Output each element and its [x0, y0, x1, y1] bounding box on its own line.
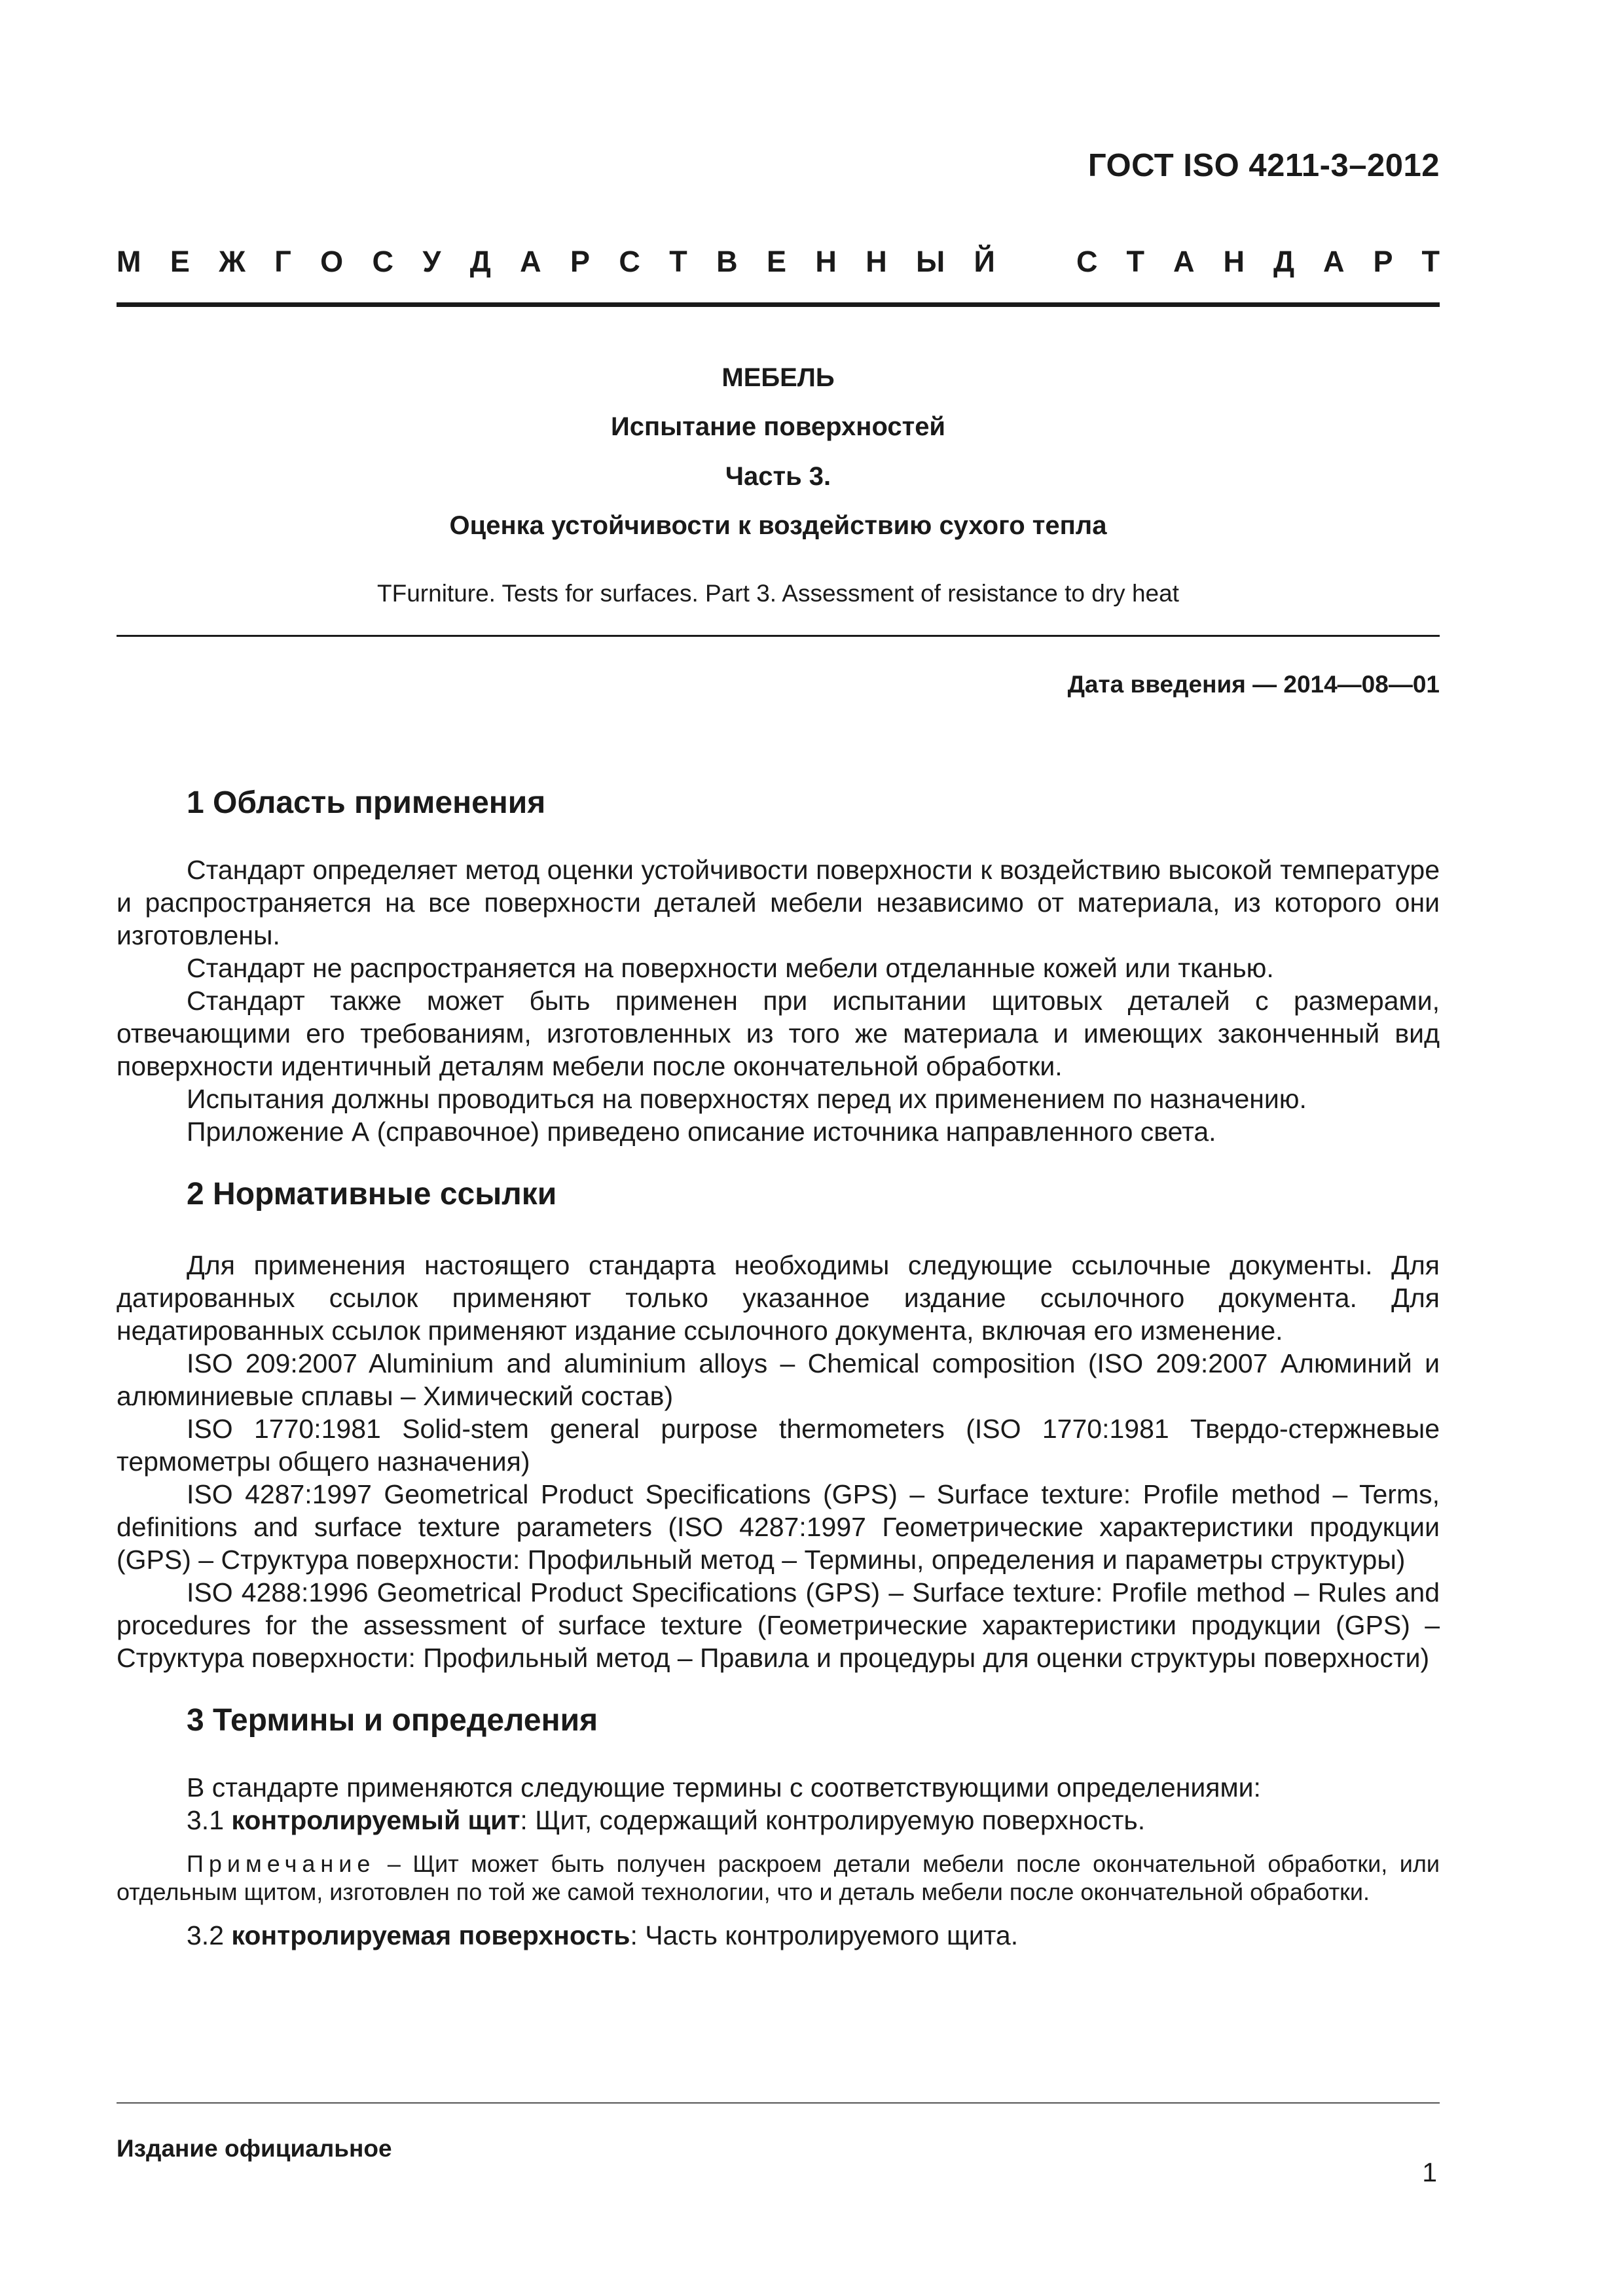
- banner-letter: Е: [766, 245, 786, 278]
- banner-letter: Т: [1126, 245, 1144, 278]
- banner-letter: Н: [815, 245, 837, 278]
- banner-letter: У: [422, 245, 441, 278]
- banner-word-standard: [1076, 245, 1440, 279]
- reference-iso-4287: ISO 4287:1997 Geometrical Product Specifications (GPS) – Surface texture: Profile method – Terms, definitions and surface texture parameters (ISO 4287:1997 Геометрические характеристики продукции (GPS) – Структура поверхности: Профильный метод – Термины, определения и параметры структуры): [117, 1479, 1440, 1575]
- banner-letter: С: [1076, 245, 1098, 278]
- banner-letter: Н: [1223, 245, 1245, 278]
- note-label: Примечание: [187, 1850, 376, 1877]
- standard-number: ГОСТ ISO 4211-3–2012: [1087, 148, 1440, 183]
- banner-word-interstate: [117, 245, 995, 279]
- page-number: 1: [1422, 2157, 1437, 2187]
- title-part-name: Оценка устойчивости к воздействию сухого тепла: [449, 511, 1107, 540]
- section-2-heading: 2 Нормативные ссылки: [187, 1177, 557, 1211]
- banner-letter: Р: [1373, 245, 1393, 278]
- footer-divider: [117, 2102, 1440, 2104]
- title-english: TFurniture. Tests for surfaces. Part 3. Assessment of resistance to dry heat: [377, 580, 1179, 607]
- banner-letter: Е: [170, 245, 190, 278]
- section-1-paragraph: Стандарт не распространяется на поверхности мебели отделанные кожей или тканью.: [187, 953, 1274, 983]
- definition-3-2: [117, 1919, 1440, 1952]
- title-main: МЕБЕЛЬ: [721, 363, 835, 392]
- definition-number: 3.2: [187, 1920, 232, 1950]
- title-subject: Испытание поверхностей: [610, 412, 946, 441]
- definition-term: контролируемая поверхность: [231, 1920, 630, 1950]
- banner-letter: О: [320, 245, 344, 278]
- section-2-paragraph: Для применения настоящего стандарта необходимы следующие ссылочные документы. Для датированных ссылок применяют только указанное издание ссылочного документа. Для недатированных ссылок применяют издание ссылочного документа, включая его изменение.: [117, 1250, 1440, 1346]
- banner-letter: А: [1173, 245, 1195, 278]
- banner-letter: Т: [1421, 245, 1440, 278]
- header-divider: [117, 302, 1440, 307]
- definition-term: контролируемый щит: [231, 1805, 520, 1835]
- definition-text: : Щит, содержащий контролируемую поверхность.: [520, 1805, 1146, 1835]
- introduction-date: Дата введения — 2014—08—01: [1067, 671, 1440, 698]
- note-text: – Щит может быть получен раскроем детали мебели после окончательной обработки, или отдельным щитом, изготовлен по той же самой технологии, что и деталь мебели после окончательной обработки.: [117, 1850, 1440, 1905]
- banner-letter: В: [716, 245, 738, 278]
- interstate-standard-banner: [117, 243, 1440, 280]
- banner-letter: Т: [669, 245, 687, 278]
- section-3-intro: В стандарте применяются следующие термины с соответствующими определениями:: [187, 1772, 1261, 1803]
- banner-letter: Ж: [219, 245, 246, 278]
- section-1-paragraph: Стандарт также может быть применен при испытании щитовых деталей с размерами, отвечающими его требованиям, изготовленных из того же материала и имеющих законченный вид поверхности идентичный деталям мебели после окончательной обработки.: [117, 986, 1440, 1081]
- document-body: [117, 780, 1440, 1952]
- banner-letter: Д: [469, 245, 491, 278]
- banner-letter: Н: [866, 245, 887, 278]
- banner-letter: М: [117, 245, 141, 278]
- definition-number: 3.1: [187, 1805, 232, 1835]
- banner-letter: Г: [274, 245, 291, 278]
- banner-letter: С: [619, 245, 640, 278]
- banner-letter: Й: [974, 245, 995, 278]
- section-1-paragraph: Испытания должны проводиться на поверхностях перед их применением по назначению.: [187, 1084, 1307, 1114]
- title-part: Часть 3.: [725, 462, 831, 491]
- title-divider: [117, 635, 1440, 637]
- reference-iso-1770: ISO 1770:1981 Solid-stem general purpose thermometers (ISO 1770:1981 Твердо-стержневые термометры общего назначения): [117, 1414, 1440, 1477]
- banner-letter: Д: [1273, 245, 1294, 278]
- banner-letter: Ы: [916, 245, 945, 278]
- official-edition-label: Издание официальное: [117, 2135, 392, 2162]
- section-1-paragraph: Приложение А (справочное) приведено описание источника направленного света.: [187, 1117, 1216, 1147]
- banner-letter: Р: [570, 245, 591, 278]
- banner-letter: А: [520, 245, 541, 278]
- section-3-heading: 3 Термины и определения: [187, 1703, 598, 1738]
- banner-letter: А: [1322, 245, 1345, 278]
- section-1-heading: 1 Область применения: [187, 785, 546, 820]
- definition-3-1: [117, 1804, 1440, 1837]
- reference-iso-209: ISO 209:2007 Aluminium and aluminium alloys – Chemical composition (ISO 209:2007 Алюминий и алюминиевые сплавы – Химический состав): [117, 1348, 1440, 1411]
- reference-iso-4288: ISO 4288:1996 Geometrical Product Specifications (GPS) – Surface texture: Profile method – Rules and procedures for the assessment of surface texture (Геометрические характеристики продукции (GPS) – Структура поверхности: Профильный метод – Правила и процедуры для оценки структуры поверхности): [117, 1577, 1440, 1673]
- banner-letter: С: [372, 245, 394, 278]
- definition-note: [117, 1850, 1440, 1906]
- definition-text: : Часть контролируемого щита.: [630, 1920, 1019, 1950]
- section-1-paragraph: Стандарт определяет метод оценки устойчивости поверхности к воздействию высокой температуре и распространяется на все поверхности деталей мебели независимо от материала, из которого они изготовлены.: [117, 855, 1440, 950]
